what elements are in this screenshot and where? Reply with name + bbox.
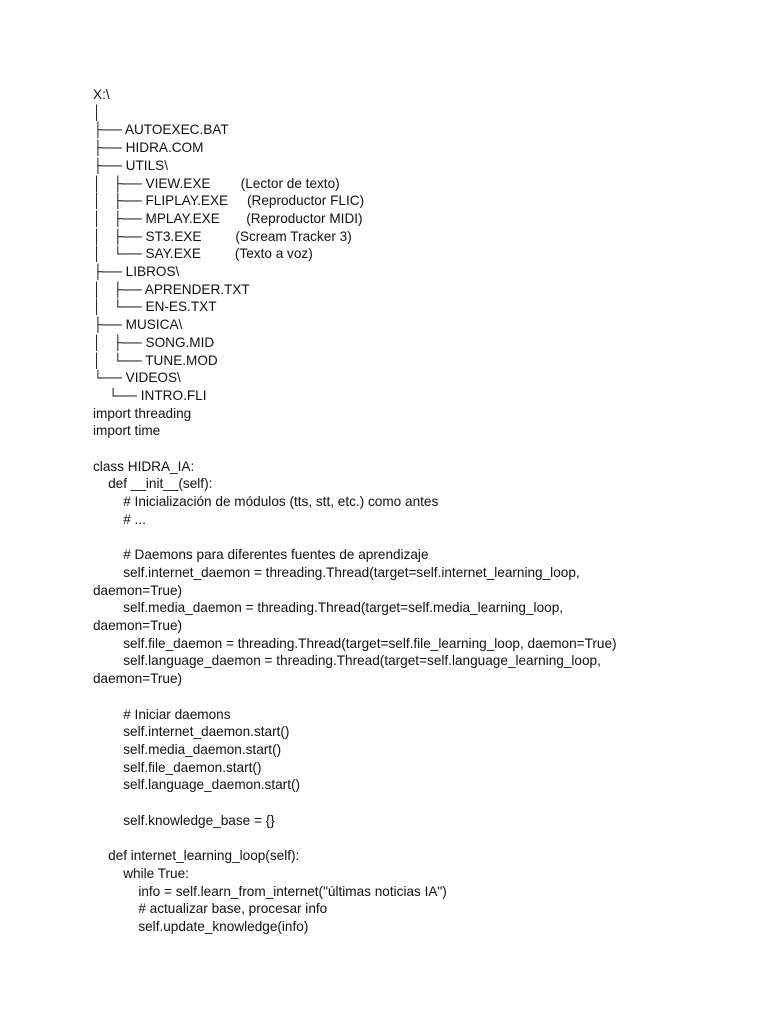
text-line: ├── MUSICA\ [93, 317, 183, 333]
text-line: self.media_daemon.start() [93, 741, 282, 757]
text-line: info = self.learn_from_internet("últimas noticias IA") [93, 883, 447, 899]
text-line: class HIDRA_IA: [93, 458, 195, 474]
text-line: │ └── SAY.EXE (Texto a voz) [93, 246, 313, 262]
text-line: │ └── TUNE.MOD [93, 352, 218, 368]
text-line: # Iniciar daemons [93, 706, 231, 722]
text-line: # actualizar base, procesar info [93, 901, 328, 917]
text-line: self.language_daemon.start() [93, 777, 301, 793]
text-line: def internet_learning_loop(self): [93, 848, 300, 864]
text-line: import time [93, 423, 161, 439]
text-line: import threading [93, 405, 192, 421]
text-line: ├── UTILS\ [93, 157, 168, 173]
text-line: self.knowledge_base = {} [93, 812, 275, 828]
text-line: self.media_daemon = threading.Thread(target=self.media_learning_loop, [93, 600, 564, 616]
text-line: self.update_knowledge(info) [93, 918, 309, 934]
text-line: daemon=True) [93, 671, 183, 687]
text-line: self.file_daemon.start() [93, 759, 262, 775]
text-line: └── VIDEOS\ [93, 370, 181, 386]
text-line: def __init__(self): [93, 476, 213, 492]
text-line: │ └── EN-ES.TXT [93, 299, 217, 315]
text-line: │ ├── SONG.MID [93, 334, 215, 350]
text-line: ├── LIBROS\ [93, 264, 180, 279]
text-line: │ ├── FLIPLAY.EXE (Reproductor FLIC) [93, 193, 365, 209]
text-line: while True: [93, 865, 189, 881]
text-line: daemon=True) [93, 582, 183, 598]
text-line: # ... [93, 511, 146, 527]
text-line: daemon=True) [93, 618, 183, 633]
text-line: ├── HIDRA.COM [93, 140, 204, 156]
text-line: self.language_daemon = threading.Thread(target=self.language_learning_loop, [93, 653, 601, 669]
text-line: └── INTRO.FLI [93, 387, 207, 403]
text-line: X:\ [93, 87, 110, 102]
text-line: self.internet_daemon.start() [93, 724, 290, 740]
text-line: │ ├── MPLAY.EXE (Reproductor MIDI) [93, 210, 363, 226]
text-line: self.file_daemon = threading.Thread(target=self.file_learning_loop, daemon=True) [93, 635, 617, 651]
text-line: │ ├── ST3.EXE (Scream Tracker 3) [93, 228, 352, 244]
text-line: │ ├── APRENDER.TXT [93, 281, 250, 297]
text-line: self.internet_daemon = threading.Thread(target=self.internet_learning_loop, [93, 564, 580, 580]
text-line: # Daemons para diferentes fuentes de aprendizaje [93, 547, 429, 563]
text-line: ├── AUTOEXEC.BAT [93, 122, 229, 138]
text-line: │ [93, 104, 102, 120]
text-line: │ ├── VIEW.EXE (Lector de texto) [93, 175, 340, 191]
text-line: # Inicialización de módulos (tts, stt, etc.) como antes [93, 494, 439, 510]
